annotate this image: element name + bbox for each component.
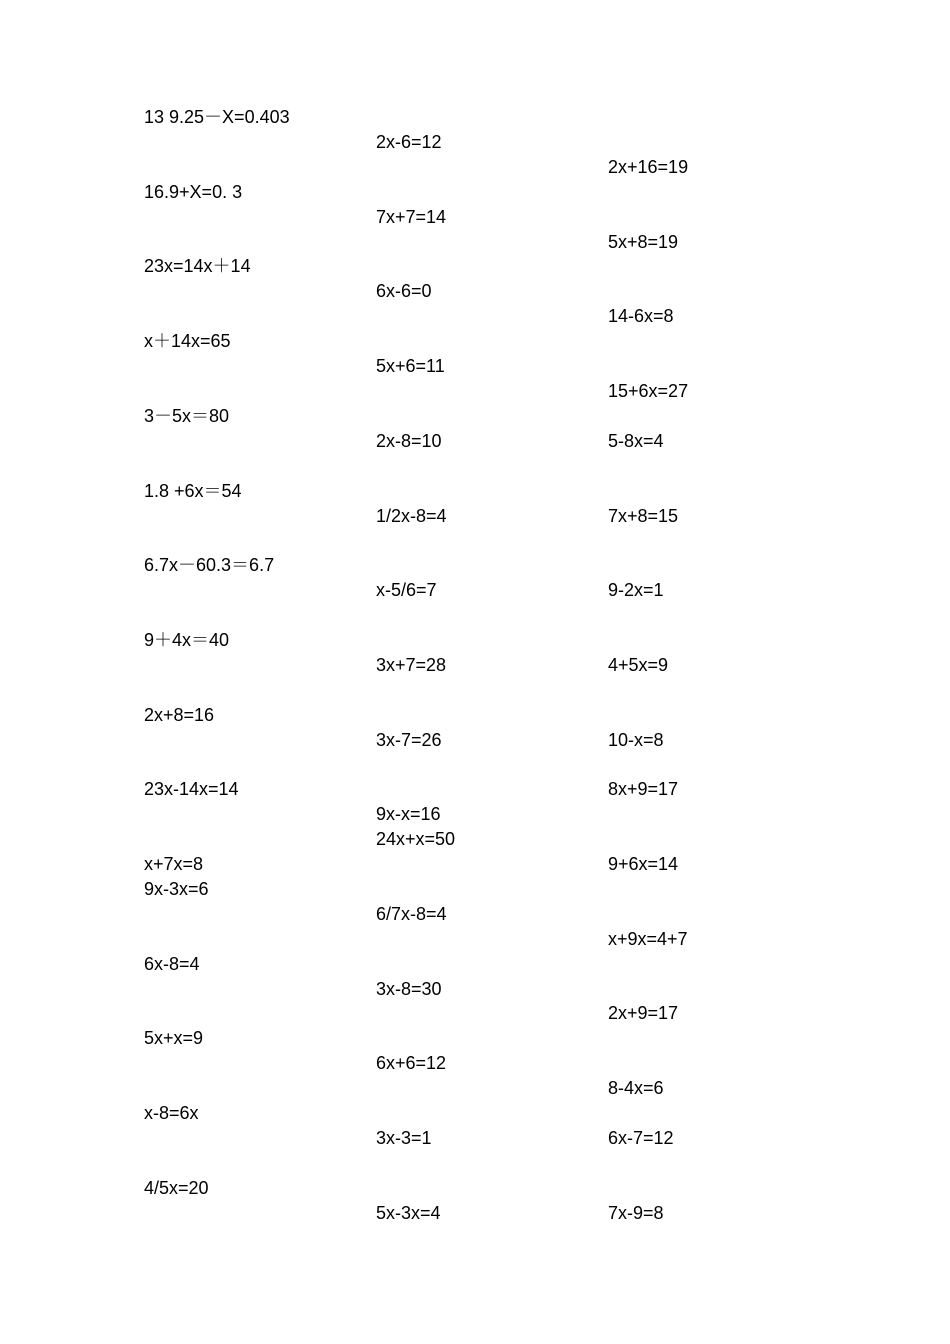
equation-c3-8: 4+5x=9 — [608, 655, 669, 675]
equation-c2-4: 5x+6=11 — [376, 356, 445, 376]
equation-c2-14: 6x+6=12 — [376, 1053, 447, 1073]
equation-c1-16: 4/5x=20 — [144, 1178, 209, 1198]
equation-c1-6: 1.8 +6x＝54 — [144, 481, 242, 501]
equation-c3-3: 14-6x=8 — [608, 306, 674, 326]
equation-c1-15: x-8=6x — [144, 1103, 199, 1123]
equation-c3-5: 5-8x=4 — [608, 431, 664, 451]
equation-c1-8: 9＋4x＝40 — [144, 630, 230, 650]
equation-c2-12: 6/7x-8=4 — [376, 904, 447, 924]
equation-c1-13: 6x-8=4 — [144, 954, 200, 974]
equation-c3-16: 7x-9=8 — [608, 1203, 664, 1223]
equation-c1-7: 6.7x－60.3＝6.7 — [144, 555, 275, 575]
equation-c3-13: 2x+9=17 — [608, 1003, 679, 1023]
equation-c3-14: 8-4x=6 — [608, 1078, 664, 1098]
equation-c1-10: 23x-14x=14 — [144, 779, 239, 799]
equation-c2-9: 3x-7=26 — [376, 730, 442, 750]
equation-c1-3: 23x=14x＋14 — [144, 256, 251, 276]
equation-c1-4: x＋14x=65 — [144, 331, 231, 351]
equation-c1-14: 5x+x=9 — [144, 1028, 204, 1048]
equation-c1-1: 13 9.25－X=0.403 — [144, 107, 290, 127]
equation-c3-11: 9+6x=14 — [608, 854, 679, 874]
equation-c3-4: 15+6x=27 — [608, 381, 689, 401]
equation-c2-8: 3x+7=28 — [376, 655, 447, 675]
equation-c1-5: 3－5x＝80 — [144, 406, 230, 426]
equation-c2-3: 6x-6=0 — [376, 281, 432, 301]
equation-c3-10: 8x+9=17 — [608, 779, 679, 799]
equation-c2-5: 2x-8=10 — [376, 431, 442, 451]
equation-c1-11: x+7x=8 — [144, 854, 204, 874]
equation-c3-12: x+9x=4+7 — [608, 929, 688, 949]
equation-c3-2: 5x+8=19 — [608, 232, 679, 252]
equation-c2-7: x-5/6=7 — [376, 580, 437, 600]
equation-c1-2: 16.9+X=0. 3 — [144, 182, 243, 202]
equation-c2-11: 24x+x=50 — [376, 829, 456, 849]
equation-c2-1: 2x-6=12 — [376, 132, 442, 152]
equation-c2-10: 9x-x=16 — [376, 804, 441, 824]
equation-c3-7: 9-2x=1 — [608, 580, 664, 600]
equation-c2-16: 5x-3x=4 — [376, 1203, 441, 1223]
equation-c2-15: 3x-3=1 — [376, 1128, 432, 1148]
equation-c3-6: 7x+8=15 — [608, 506, 679, 526]
equation-c3-1: 2x+16=19 — [608, 157, 689, 177]
equation-c3-15: 6x-7=12 — [608, 1128, 674, 1148]
equation-c1-9: 2x+8=16 — [144, 705, 215, 725]
equation-c1-12: 9x-3x=6 — [144, 879, 209, 899]
equation-c2-2: 7x+7=14 — [376, 207, 447, 227]
equation-c3-9: 10-x=8 — [608, 730, 664, 750]
equation-c2-13: 3x-8=30 — [376, 979, 442, 999]
equation-c2-6: 1/2x-8=4 — [376, 506, 447, 526]
